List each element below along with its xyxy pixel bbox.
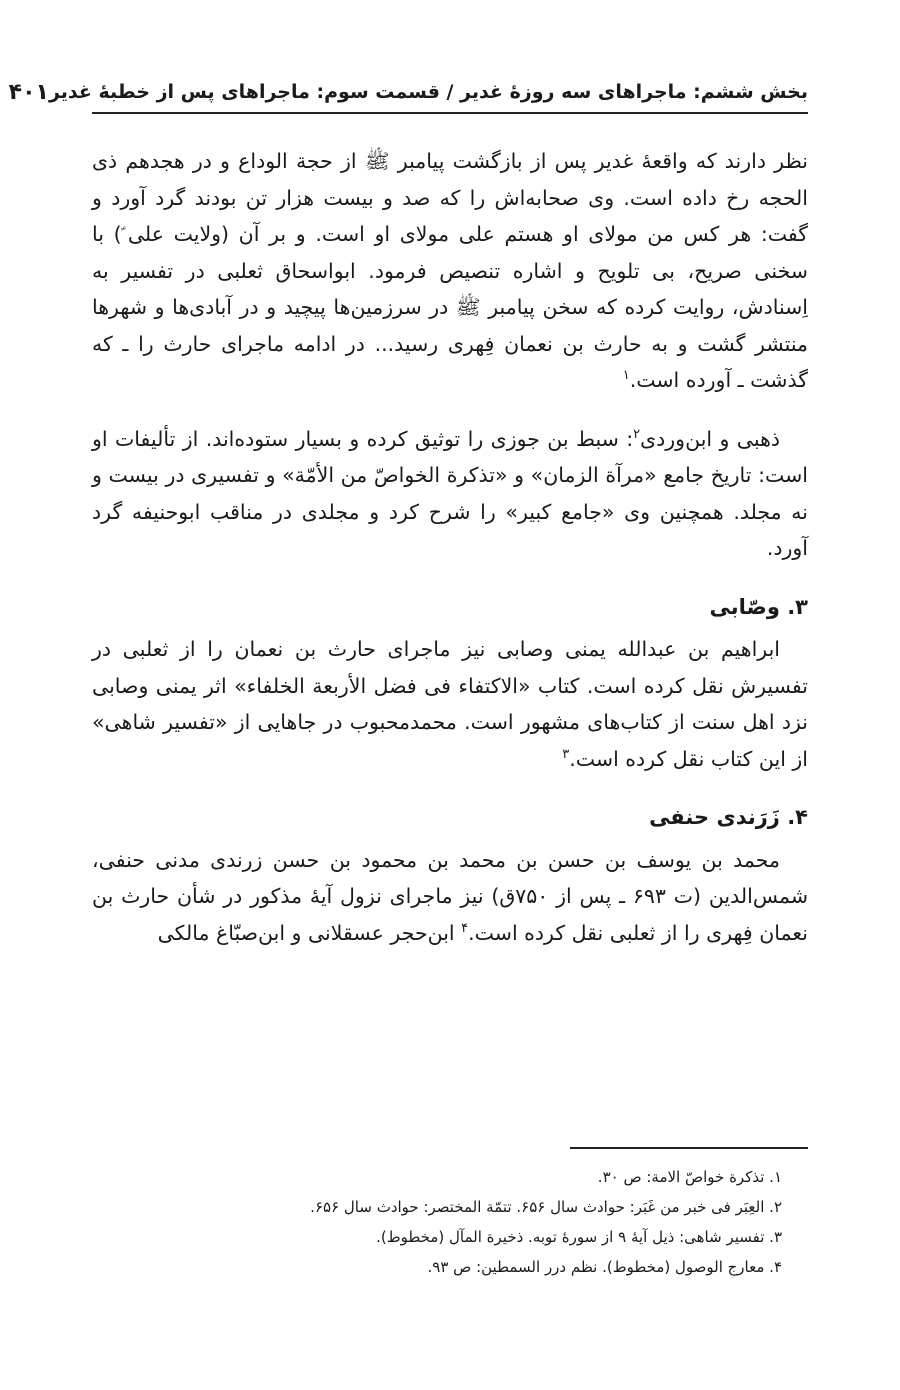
footnote-ref: ۲ <box>633 426 641 442</box>
footnote-ref: ۱ <box>622 368 630 384</box>
main-text <box>92 143 808 973</box>
footnote-item: ۳. تفسیر شاهی: ذیل آیهٔ ۹ از سورهٔ توبه. ذخیرة المآل (مخطوط). <box>376 1228 782 1246</box>
paragraph-text-cont: ابن‌حجر عسقلانی و ابن‌صبّاغ مالکی <box>157 920 462 945</box>
footnote-item: ۴. معارج الوصول (مخطوط). نظم درر السمطین: ص ۹۳. <box>427 1258 782 1276</box>
footnote-item: ۱. تذکرة خواصّ الامة: ص ۳۰. <box>597 1168 782 1186</box>
running-header <box>8 72 808 114</box>
paragraph-text: ذهبی و ابن‌وردی <box>640 426 781 451</box>
footnote-ref: ۴ <box>461 920 469 936</box>
paragraph-2 <box>92 421 808 567</box>
section-paragraph <box>92 631 808 777</box>
paragraph-1 <box>92 143 808 399</box>
paragraph-text-cont: : سبط بن جوزی را توثیق کرده و بسیار ستوده‌اند. از تألیفات او است: تاریخ جامع «مرآة الزمان» و «تذکرة الخواصّ من الأمّة» و تفسیری در بیست و نه مجلد. همچنین وی «جامع کبیر» را شرح کرد و مجلدی در مناقب ابوحنیفه گرد آورد. <box>92 426 808 560</box>
footnote-item: ۲. العِبَر فی خبر من غَبَر: حوادث سال ۶۵۶. تتمّة المختصر: حوادث سال ۶۵۶. <box>310 1198 782 1216</box>
page-number: ۴۰۱ <box>8 79 49 105</box>
section-heading: ۳. وصّابی <box>709 594 808 619</box>
paragraph-text: نظر دارند که واقعهٔ غدیر پس از بازگشت پیامبر ﷺ از حجة الوداع و در هجدهم ذی الحجه رخ داده است. وی صحابه‌اش را که صد و بیست هزار تن بودند گرد آورد و گفت: هر کس من مولای او هستم علی مولای او است. و بر آن (ولایت علی ؑ) با سخنی صریح، بی تلویح و اشاره تنصیص فرمود. ابواسحاق ثعلبی در تفسیر به اِسنادش، روایت کرده که سخن پیامبر ﷺ در سرزمین‌ها پیچید و در آبادی‌ها و شهرها منتشر گشت و به حارث بن نعمان فِهری رسید... در ادامه ماجرای حارث را ـ که گذشت ـ آورده است. <box>92 149 808 392</box>
footnotes <box>92 1162 782 1282</box>
paragraph-text: محمد بن یوسف بن حسن بن محمد بن محمود بن حسن زرندی مدنی حنفی، شمس‌الدین (ت ۶۹۳ ـ پس از ۷۵۰ق) نیز ماجرای نزول آیهٔ مذکور در شأن حارث بن نعمان فِهری را از ثعلبی نقل کرده است. <box>92 847 808 945</box>
section-paragraph <box>92 842 808 952</box>
section-heading: ۴. زَرَندی حنفی <box>649 805 808 829</box>
footnote-separator <box>570 1147 808 1149</box>
paragraph-text: ابراهیم بن عبدالله یمنی وصابی نیز ماجرای حارث بن نعمان را از ثعلبی در تفسیرش نقل کرده است. کتاب «الاکتفاء فی فضل الأربعة الخلفاء» اثر یمنی وصابی نزد اهل سنت از کتاب‌های مشهور است. محمدمحبوب در جاهایی از «تفسیر شاهی» از این کتاب نقل کرده است. <box>92 637 808 771</box>
footnote-ref: ۳ <box>562 746 570 762</box>
running-title: بخش ششم: ماجراهای سه روزهٔ غدیر / قسمت سوم: ماجراهای پس از خطبهٔ غدیر <box>48 81 808 103</box>
